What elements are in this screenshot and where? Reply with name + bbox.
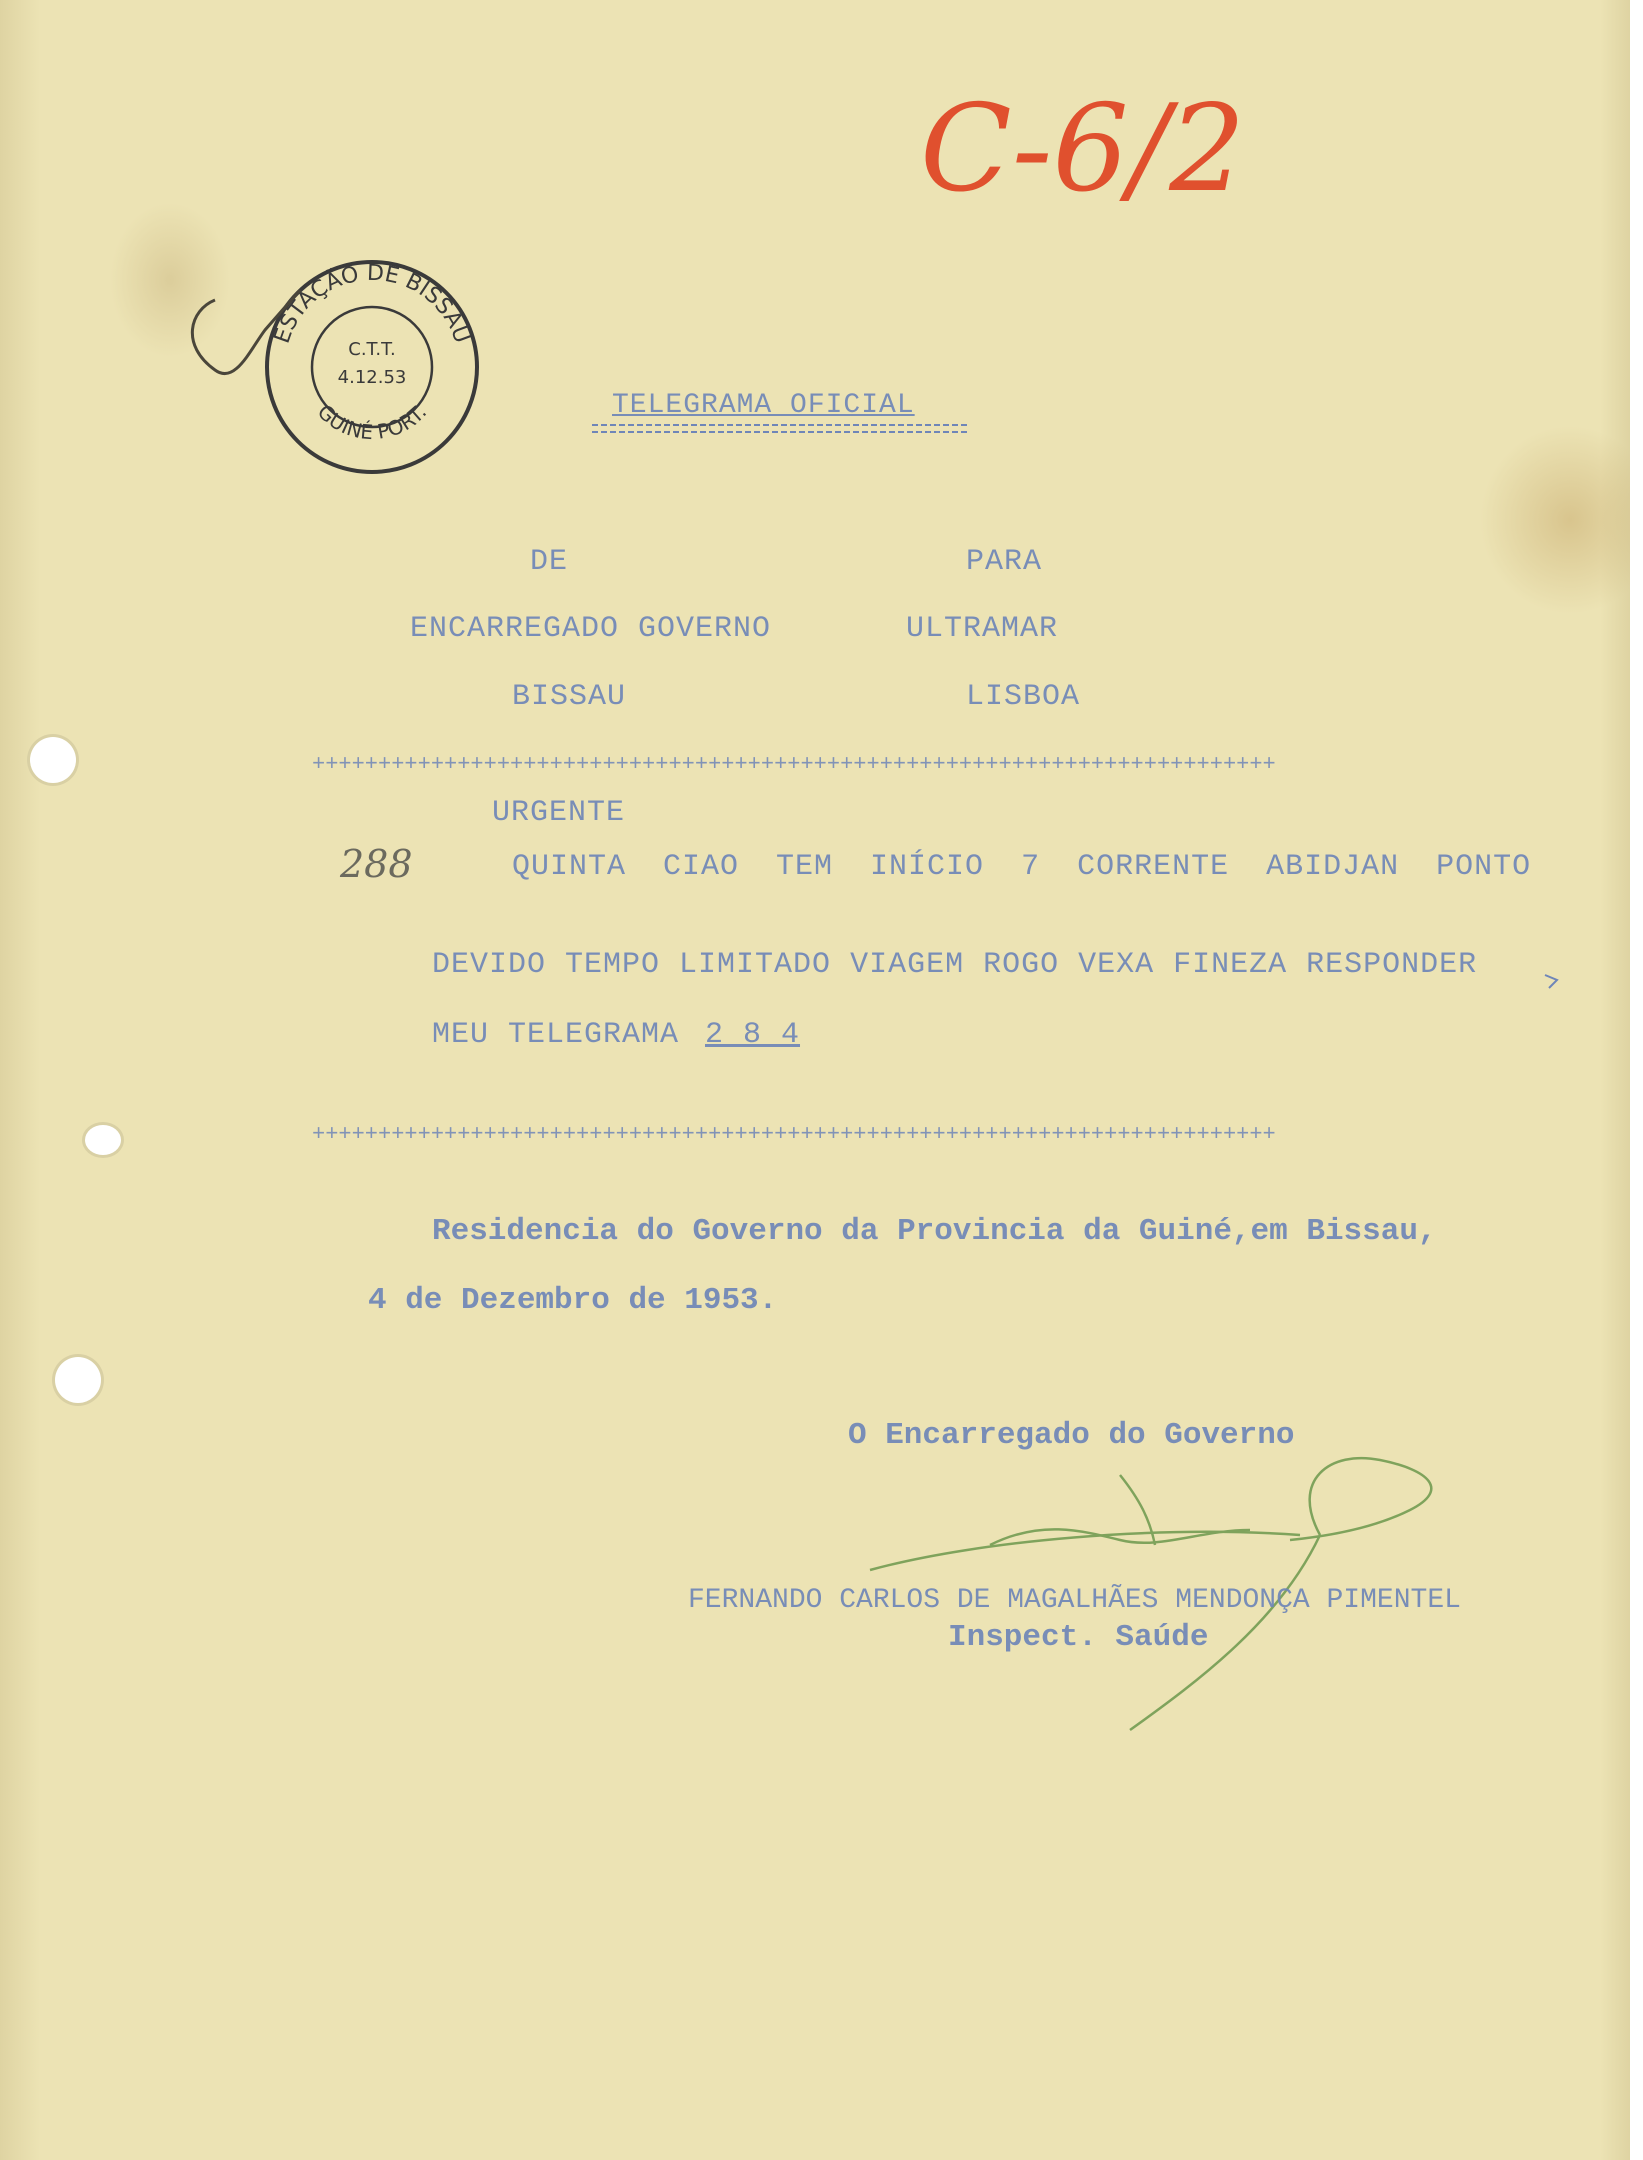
archive-reference: C-6/2 (920, 80, 1246, 219)
svg-text:ESTAÇÃO DE BISSAU: ESTAÇÃO DE BISSAU (269, 260, 475, 347)
svg-text:GUINÉ PORT.: GUINÉ PORT. (312, 399, 432, 445)
punch-hole-middle (85, 1125, 121, 1155)
message-line-2: DEVIDO TEMPO LIMITADO VIAGEM ROGO VEXA FINEZA RESPONDER (432, 948, 1478, 982)
to-label: PARA (966, 545, 1043, 579)
priority-label: URGENTE (492, 796, 626, 830)
svg-text:4.12.53: 4.12.53 (337, 367, 407, 388)
postmark-stamp (260, 255, 485, 480)
punch-hole-bottom (55, 1357, 101, 1403)
separator-bottom: +++++++++++++++++++++++++++++++++++++++++++++++++++++++++++++++++++++++++ (312, 1122, 1276, 1147)
from-label: DE (530, 545, 569, 579)
telegram-number-handwritten: 288 (340, 842, 413, 886)
document-heading: TELEGRAMA OFICIAL (612, 390, 915, 421)
place-line: Residencia do Governo da Provincia da Guiné,em Bissau, (432, 1214, 1437, 1249)
message-line-3-reference: 2 8 4 (705, 1018, 801, 1052)
message-line-3-prefix: MEU TELEGRAMA (432, 1018, 680, 1052)
signatory-name: FERNANDO CARLOS DE MAGALHÃES MENDONÇA PIMENTEL (688, 1585, 1461, 1616)
from-entity: ENCARREGADO GOVERNO (410, 612, 772, 646)
date-line: 4 de Dezembro de 1953. (368, 1283, 778, 1318)
svg-text:C.T.T.: C.T.T. (348, 339, 396, 360)
separator-top: +++++++++++++++++++++++++++++++++++++++++++++++++++++++++++++++++++++++++ (312, 752, 1276, 777)
signatory-title: O Encarregado do Governo (848, 1418, 1295, 1453)
signatory-role: Inspect. Saúde (948, 1620, 1209, 1655)
punch-hole-top (30, 737, 76, 783)
postmark-graphic (260, 255, 485, 480)
from-place: BISSAU (512, 680, 627, 714)
message-line-1: QUINTA CIAO TEM INÍCIO 7 CORRENTE ABIDJAN PONTO (512, 850, 1532, 884)
to-entity: ULTRAMAR (906, 612, 1059, 646)
to-place: LISBOA (966, 680, 1081, 714)
